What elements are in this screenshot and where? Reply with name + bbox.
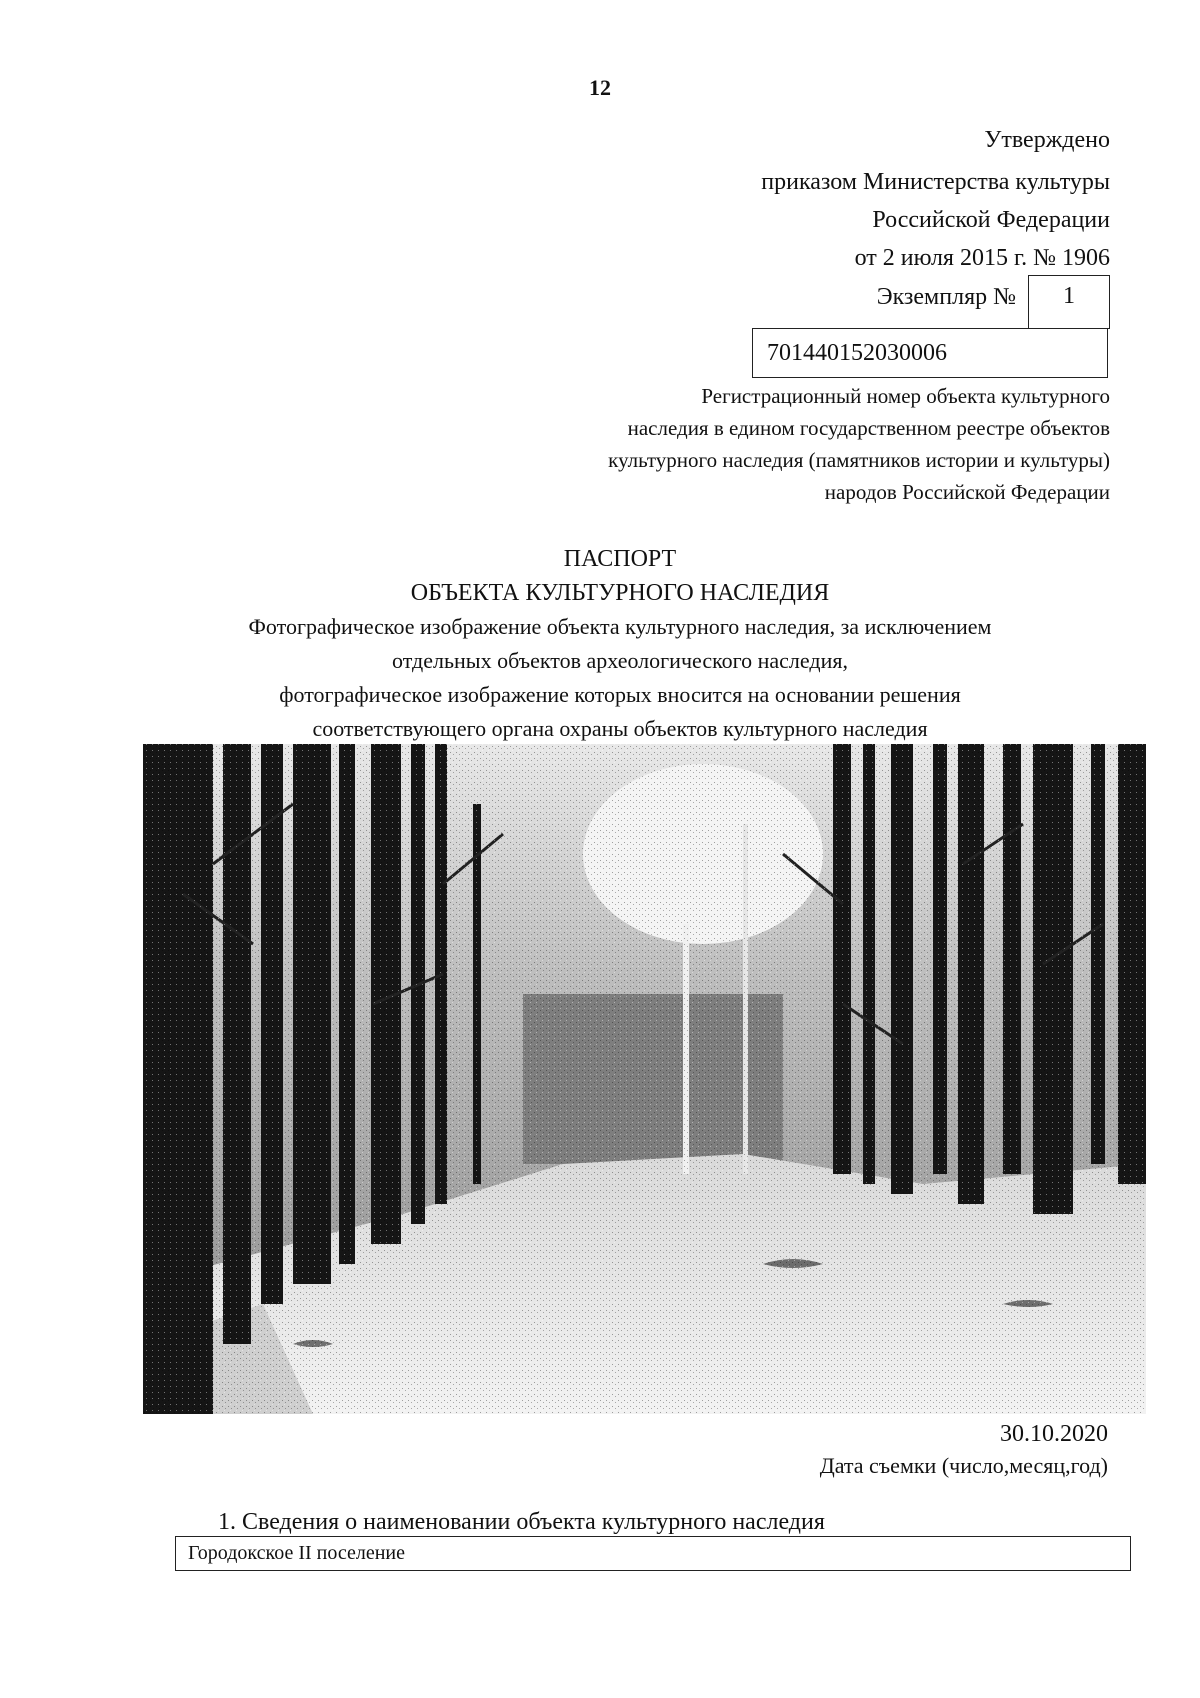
photo-date-caption: Дата съемки (число,месяц,год) [819,1453,1108,1478]
copy-number-box: 1 [1028,275,1110,329]
registration-note-line: наследия в едином государственном реестре объектов [627,416,1110,440]
photo-date: 30.10.2020 [1000,1421,1108,1447]
registration-note-line: народов Российской Федерации [824,480,1110,504]
passport-title: ПАСПОРТ [563,546,677,572]
page-number: 12 [589,75,611,100]
approval-line-1: Утверждено [984,127,1110,153]
registration-number-box: 701440152030006 [752,328,1108,378]
passport-subtitle-line: Фотографическое изображение объекта культурного наследия, за исключением [248,614,992,639]
registration-note-line: Регистрационный номер объекта культурного [701,384,1110,408]
copy-number-row [877,275,1110,329]
registration-note [608,380,1110,508]
registration-note-line: культурного наследия (памятников истории и культуры) [608,448,1110,472]
section-1-heading: 1. Сведения о наименовании объекта культурного наследия [218,1509,825,1535]
copy-label: Экземпляр № [876,284,1016,310]
object-photo [143,744,1146,1414]
approval-line-4: от 2 июля 2015 г. № 1906 [854,245,1110,271]
passport-title-object: ОБЪЕКТА КУЛЬТУРНОГО НАСЛЕДИЯ [410,580,830,606]
object-name-field: Городокское II поселение [175,1536,1131,1571]
passport-title-block [0,542,1200,746]
approval-line-3: Российской Федерации [872,207,1110,233]
passport-subtitle-line: соответствующего органа охраны объектов культурного наследия [312,716,928,741]
approval-line-2: приказом Министерства культуры [761,169,1110,195]
passport-subtitle-line: отдельных объектов археологического наследия, [392,648,848,673]
passport-subtitle-line: фотографическое изображение которых вносится на основании решения [279,682,961,707]
